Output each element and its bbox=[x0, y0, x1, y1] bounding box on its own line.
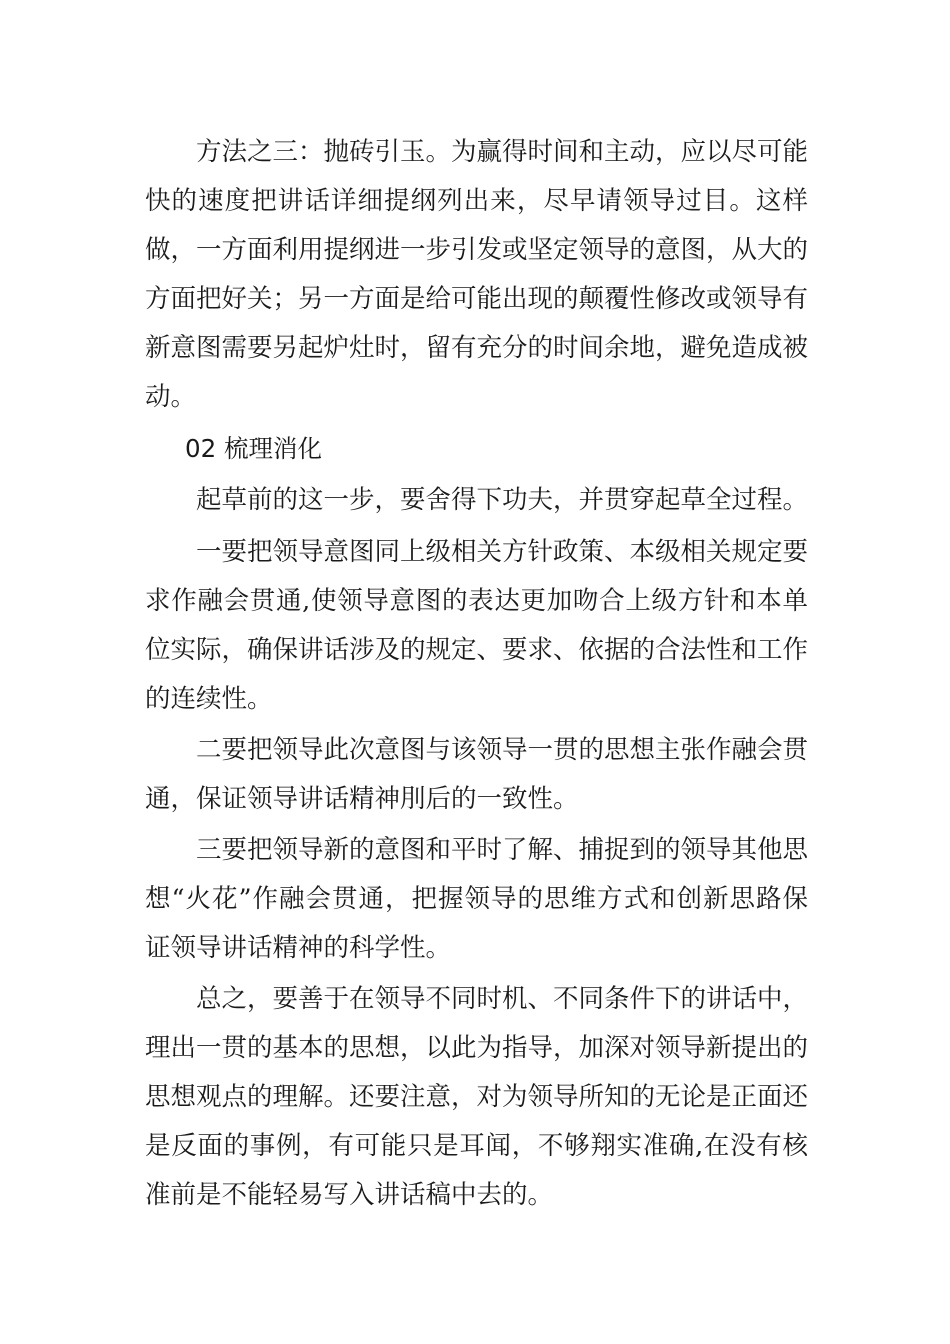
section-heading: 02 梳理消化 bbox=[185, 434, 322, 463]
paragraph-point-two: 二要把领导此次意图与该领导一贯的思想主张作融会贯通，保证领导讲话精神刖后的一致性。 bbox=[145, 735, 809, 814]
document-body bbox=[145, 128, 808, 1222]
paragraph-intro: 起草前的这一步，要舍得下功夫，并贯穿起草全过程。 bbox=[196, 485, 809, 515]
paragraph-summary: 总之，要善于在领导不同时机、不同条件下的讲话中，理出一贯的基本的思想，以此为指导，加深对领导新提出的思想观点的理解。还要注意，对为领导所知的无论是正面还是反面的事例，有可能只是耳闻，不够翔实准确,在没有核准前是不能轻易写入讲话稿中去的。 bbox=[145, 984, 809, 1210]
paragraph-point-three: 三要把领导新的意图和平时了解、捕捉到的领导其他思想“火花”作融会贯通，把握领导的思维方式和创新思路保证领导讲话精神的科学性。 bbox=[145, 835, 809, 963]
paragraph-point-one: 一要把领导意图同上级相关方针政策、本级相关规定要求作融会贯通,使领导意图的表达更加吻合上级方针和本单位实际，确保讲话涉及的规定、要求、依据的合法性和工作的连续性。 bbox=[145, 537, 809, 714]
paragraph-method-three: 方法之三：抛砖引玉。为赢得时间和主动，应以尽可能快的速度把讲话详细提纲列出来，尽早请领导过目。这样做，一方面利用提纲进一步引发或坚定领导的意图，从大的方面把好关；另一方面是给可能出现的颠覆性修改或领导有新意图需要另起炉灶时，留有充分的时间余地，避免造成被动。 bbox=[145, 137, 809, 412]
